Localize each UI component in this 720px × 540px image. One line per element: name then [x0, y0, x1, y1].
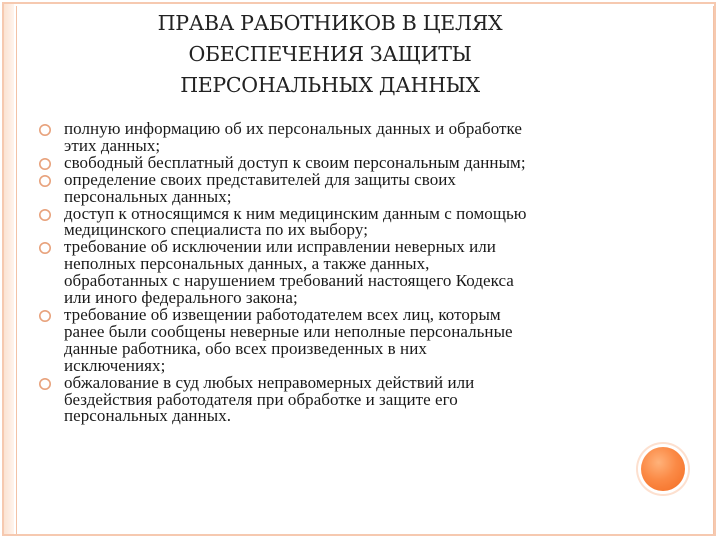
hollow-circle-bullet-icon — [38, 241, 52, 255]
hollow-circle-bullet-icon — [38, 123, 52, 137]
title-line-2: ОБЕСПЕЧЕНИЯ ЗАЩИТЫ — [188, 42, 472, 66]
list-item-line: или иного федерального закона; — [64, 288, 298, 308]
hollow-circle-bullet-icon — [38, 174, 52, 188]
title-line-3: ПЕРСОНАЛЬНЫХ ДАННЫХ — [180, 73, 480, 97]
list-item-line: медицинского специалиста по их выбору; — [64, 220, 368, 240]
list-item-line: этих данных; — [64, 135, 161, 155]
list-item — [38, 203, 658, 240]
list-item-line: требование об исключении или исправлении неверных или — [64, 237, 496, 257]
list-item — [38, 121, 658, 155]
rights-list — [38, 121, 658, 425]
list-item-line: исключениях; — [64, 355, 166, 375]
hollow-circle-bullet-icon — [38, 309, 52, 323]
list-item-line: обработанных с нарушением требований настоящего Кодекса — [64, 271, 514, 291]
list-item-line: обжалование в суд любых неправомерных действий или — [64, 372, 475, 392]
list-item-line: доступ к относящимся к ним медицинским данным с помощью — [64, 203, 527, 223]
list-item-line: бездействия работодателя при обработке и защите его — [64, 389, 458, 409]
list-item-line: требование об извещении работодателем всех лиц, которым — [64, 304, 501, 324]
list-item-line: персональных данных; — [64, 186, 232, 206]
slide-title — [80, 8, 580, 101]
list-item-line: ранее были сообщены неверные или неполные персональные — [64, 321, 513, 341]
list-item — [38, 304, 658, 375]
list-item-line: свободный бесплатный доступ к своим персональным данным; — [64, 152, 526, 172]
title-line-1: ПРАВА РАБОТНИКОВ В ЦЕЛЯХ — [157, 11, 503, 35]
list-item — [38, 239, 658, 307]
list-item — [38, 169, 658, 206]
list-item-line: полную информацию об их персональных данных и обработке — [64, 119, 523, 138]
list-item-line: персональных данных. — [64, 406, 232, 426]
list-item — [38, 372, 658, 426]
list-item-line: определение своих представителей для защиты своих — [64, 169, 456, 189]
hollow-circle-bullet-icon — [38, 157, 52, 171]
orange-circle-decoration — [641, 447, 685, 491]
hollow-circle-bullet-icon — [38, 377, 52, 391]
list-item-line: неполных персональных данных, а также данных, — [64, 254, 430, 274]
list-item-line: данные работника, обо всех произведенных в них — [64, 338, 427, 358]
hollow-circle-bullet-icon — [38, 208, 52, 222]
